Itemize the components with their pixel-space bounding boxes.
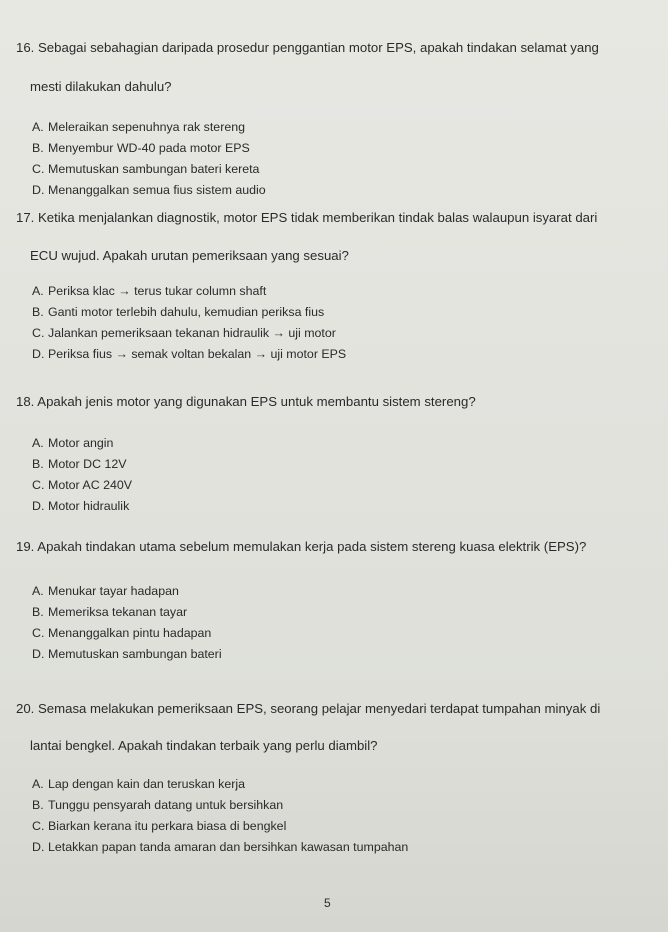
option-letter: C. xyxy=(32,326,45,340)
question-text: Apakah tindakan utama sebelum memulakan kerja pada sistem stereng kuasa elektrik (EPS)? xyxy=(37,539,587,554)
question-line-2: mesti dilakukan dahulu? xyxy=(30,78,172,94)
question-number: 18. xyxy=(16,394,35,409)
option-a xyxy=(0,581,668,602)
option-a xyxy=(0,774,668,795)
option-letter: C. xyxy=(32,819,45,833)
option-text: Periksa fius → semak voltan bekalan → uji motor EPS xyxy=(48,347,347,361)
option-d xyxy=(0,496,668,517)
option-letter: D. xyxy=(32,498,45,513)
option-b xyxy=(0,302,668,323)
option-text: Menukar tayar hadapan xyxy=(48,583,179,598)
option-letter: B. xyxy=(32,604,44,619)
question-line-1 xyxy=(0,537,668,557)
option-d xyxy=(0,644,668,665)
question-stem xyxy=(0,38,668,96)
option-text: Memeriksa tekanan tayar xyxy=(48,604,188,619)
option-letter: B. xyxy=(32,141,44,155)
option-letter: C. xyxy=(32,477,45,492)
question-text: Sebagai sebahagian daripada prosedur penggantian motor EPS, apakah tindakan selamat yang xyxy=(38,40,599,55)
option-text: Lap dengan kain dan teruskan kerja xyxy=(48,777,246,791)
question-18 xyxy=(0,392,668,517)
option-text: Menyembur WD-40 pada motor EPS xyxy=(48,141,250,155)
question-number: 20. xyxy=(16,701,35,716)
question-line-2: ECU wujud. Apakah urutan pemeriksaan yang sesuai? xyxy=(30,247,349,263)
question-text: Semasa melakukan pemeriksaan EPS, seorang pelajar menyedari terdapat tumpahan minyak di xyxy=(38,701,601,716)
option-text: Menanggalkan pintu hadapan xyxy=(48,625,212,640)
option-c xyxy=(0,816,668,837)
option-text: Motor DC 12V xyxy=(48,456,127,471)
option-letter: B. xyxy=(32,456,44,471)
option-letter: D. xyxy=(32,183,45,197)
question-stem xyxy=(0,537,668,557)
option-b xyxy=(0,454,668,475)
option-text: Memutuskan sambungan bateri kereta xyxy=(48,162,260,176)
question-number: 19. xyxy=(16,539,35,554)
option-text: Memutuskan sambungan bateri xyxy=(48,646,222,661)
question-number: 16. xyxy=(16,40,35,55)
option-letter: B. xyxy=(32,798,44,812)
question-text: Ketika menjalankan diagnostik, motor EPS tidak memberikan tindak balas walaupun isyarat dari xyxy=(38,210,598,225)
option-letter: B. xyxy=(32,305,44,319)
option-text: Jalankan pemeriksaan tekanan hidraulik → uji motor xyxy=(48,326,336,340)
option-list xyxy=(0,117,668,201)
option-text: Letakkan papan tanda amaran dan bersihkan kawasan tumpahan xyxy=(48,840,409,854)
option-a xyxy=(0,281,668,302)
option-letter: D. xyxy=(32,646,45,661)
question-stem xyxy=(0,392,668,412)
question-line-1 xyxy=(0,38,668,58)
question-number: 17. xyxy=(16,210,35,225)
option-letter: C. xyxy=(32,625,45,640)
option-text: Motor AC 240V xyxy=(48,477,133,492)
option-text: Ganti motor terlebih dahulu, kemudian periksa fius xyxy=(48,305,325,319)
option-b xyxy=(0,795,668,816)
question-stem xyxy=(0,699,668,755)
option-c xyxy=(0,159,668,180)
option-letter: D. xyxy=(32,840,45,854)
question-17 xyxy=(0,208,668,365)
option-text: Biarkan kerana itu perkara biasa di bengkel xyxy=(48,819,287,833)
question-line-1 xyxy=(0,392,668,412)
option-c xyxy=(0,475,668,496)
option-list xyxy=(0,433,668,517)
option-text: Tunggu pensyarah datang untuk bersihkan xyxy=(48,798,284,812)
question-line-1 xyxy=(0,208,668,228)
option-letter: A. xyxy=(32,435,44,450)
question-16 xyxy=(0,38,668,201)
question-stem xyxy=(0,208,668,265)
question-line-1 xyxy=(0,699,668,719)
option-list xyxy=(0,774,668,858)
option-text: Motor angin xyxy=(48,435,114,450)
option-letter: A. xyxy=(32,120,44,134)
option-list xyxy=(0,581,668,665)
option-a xyxy=(0,117,668,138)
option-b xyxy=(0,138,668,159)
option-b xyxy=(0,602,668,623)
option-letter: A. xyxy=(32,284,44,298)
question-19 xyxy=(0,537,668,665)
option-text: Motor hidraulik xyxy=(48,498,130,513)
option-letter: C. xyxy=(32,162,45,176)
option-d xyxy=(0,180,668,201)
option-text: Menanggalkan semua fius sistem audio xyxy=(48,183,266,197)
question-text: Apakah jenis motor yang digunakan EPS untuk membantu sistem stereng? xyxy=(37,394,476,409)
option-letter: A. xyxy=(32,583,44,598)
option-letter: A. xyxy=(32,777,44,791)
option-list xyxy=(0,281,668,365)
option-letter: D. xyxy=(32,347,45,361)
option-d xyxy=(0,344,668,365)
option-text: Periksa klac → terus tukar column shaft xyxy=(48,284,267,298)
page-number: 5 xyxy=(324,896,331,910)
option-c xyxy=(0,323,668,344)
question-line-2: lantai bengkel. Apakah tindakan terbaik yang perlu diambil? xyxy=(30,737,378,753)
option-a xyxy=(0,433,668,454)
option-text: Meleraikan sepenuhnya rak stereng xyxy=(48,120,245,134)
option-d xyxy=(0,837,668,858)
option-c xyxy=(0,623,668,644)
question-20 xyxy=(0,699,668,858)
